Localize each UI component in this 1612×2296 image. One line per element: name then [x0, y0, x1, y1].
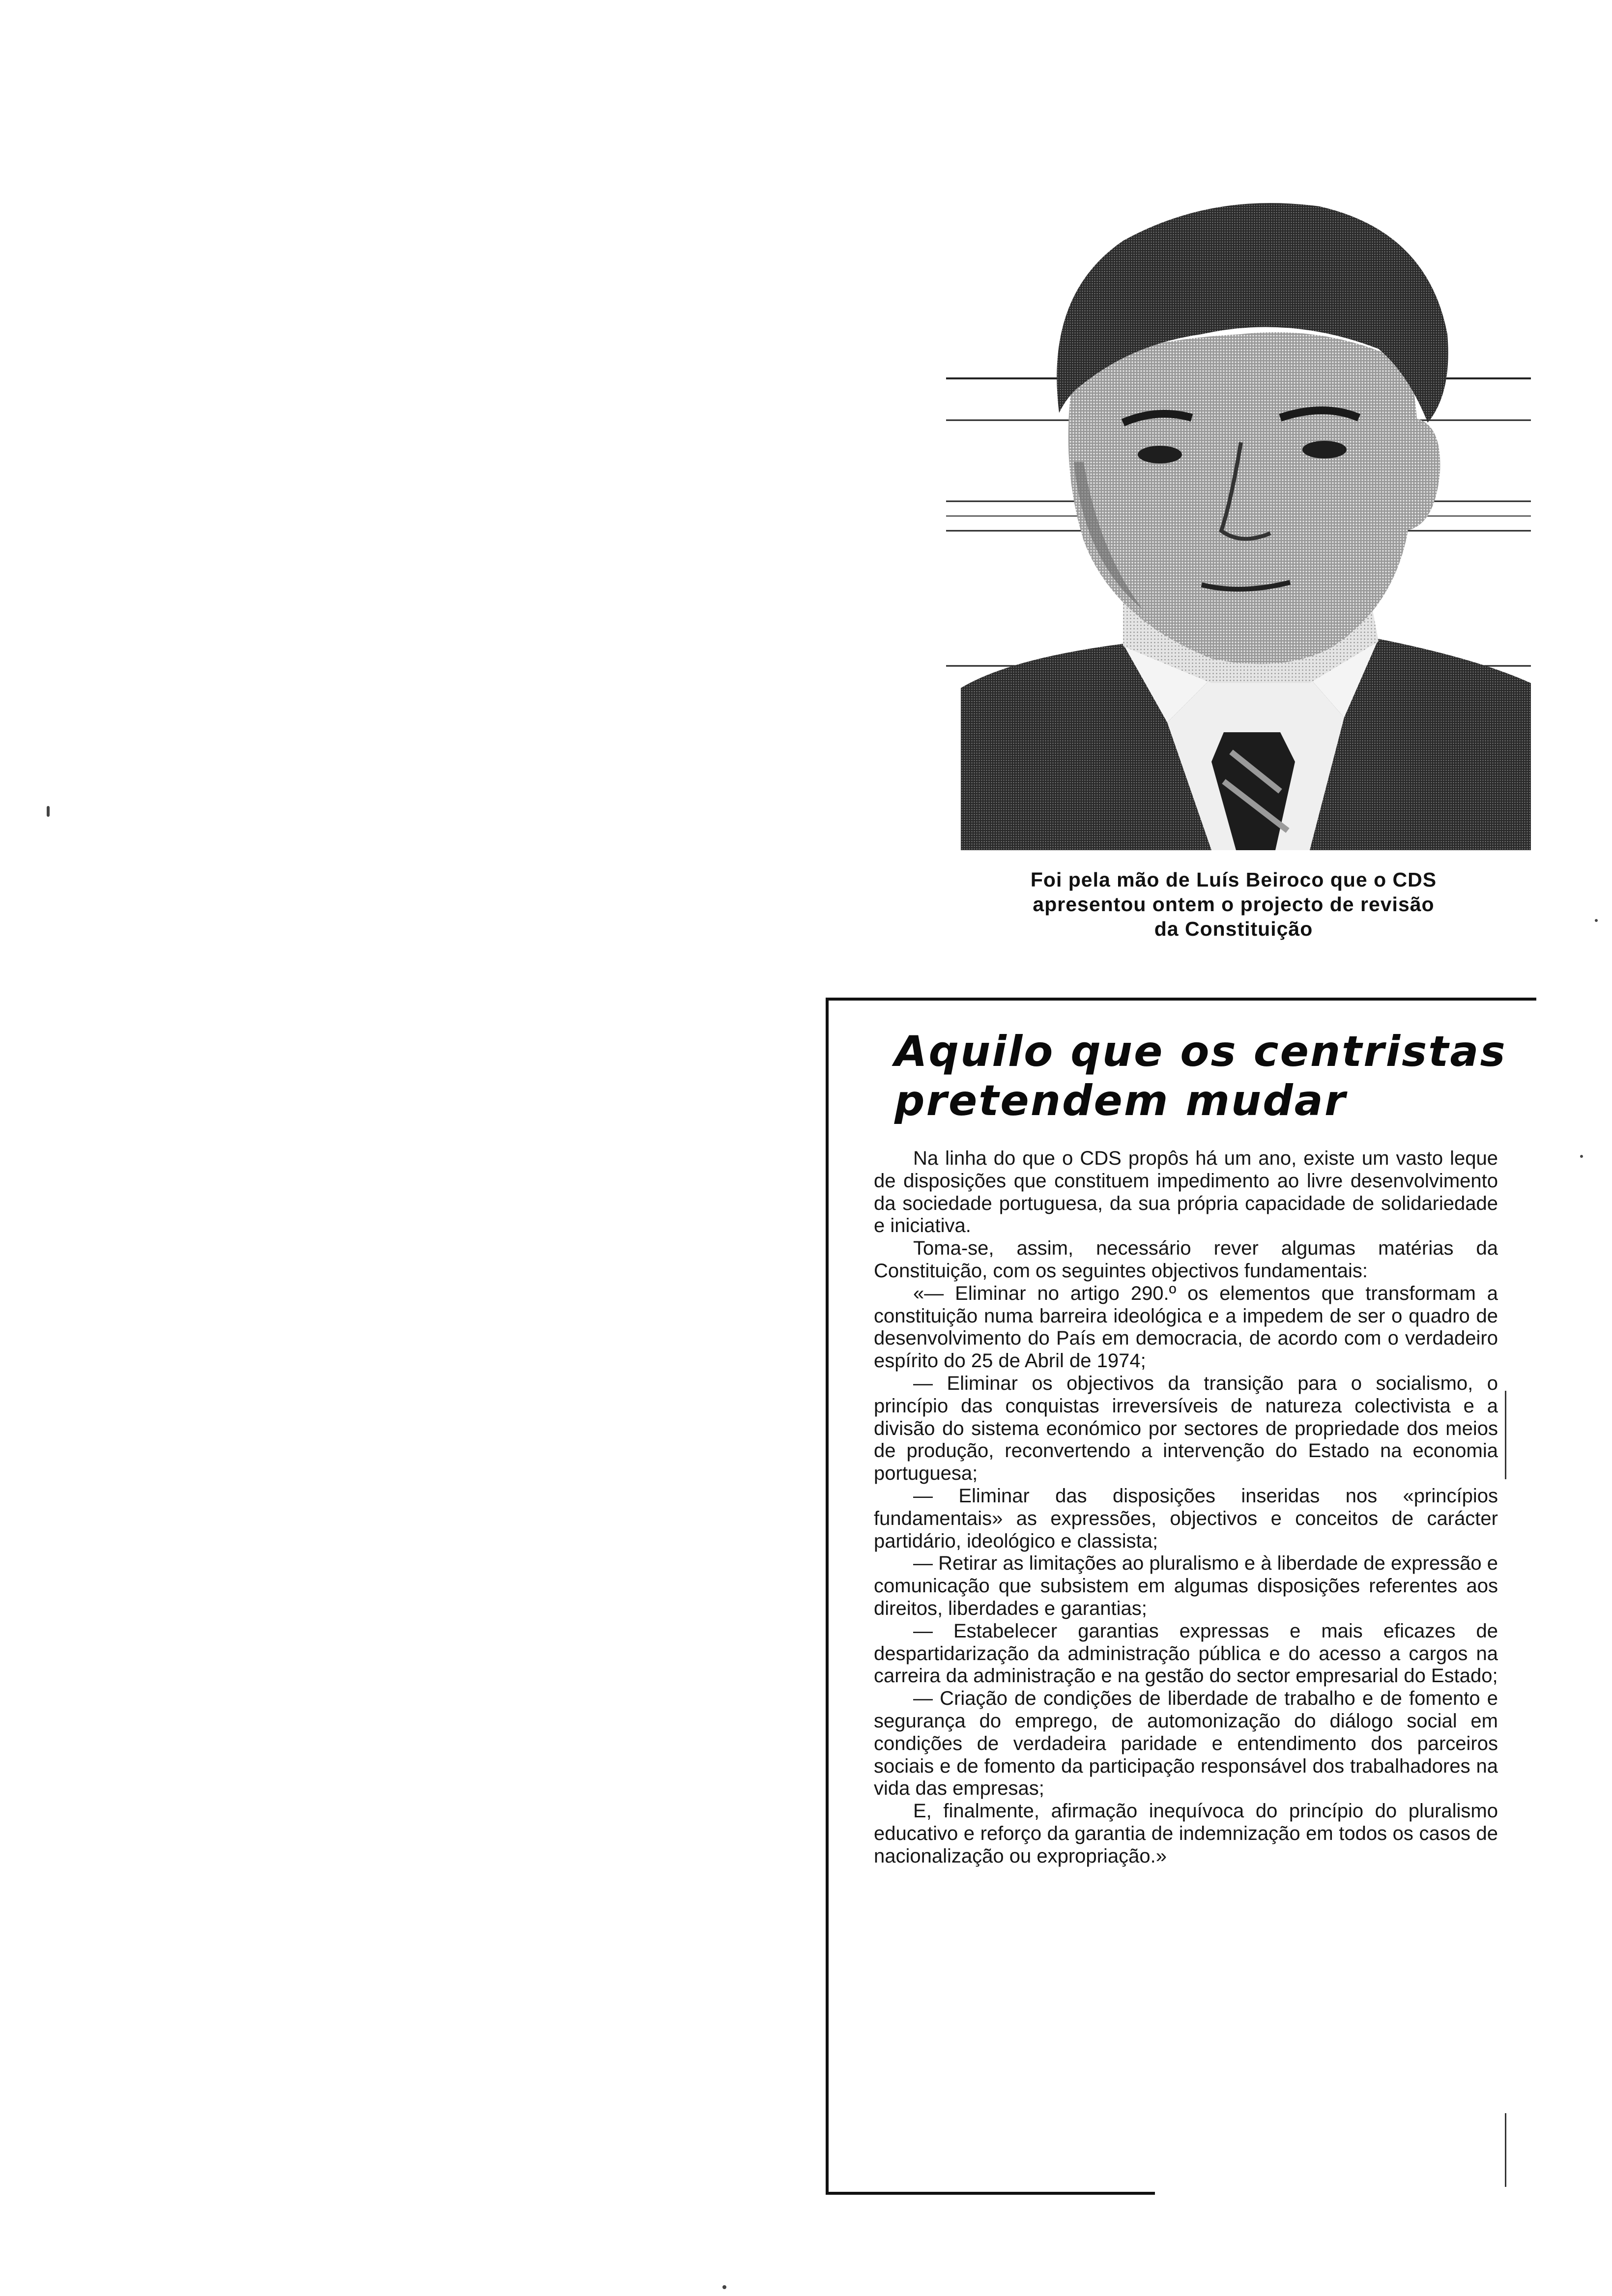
- caption-line: apresentou ontem o projecto de revisão: [1033, 893, 1435, 916]
- article-body: [874, 1148, 1498, 1868]
- article-paragraph: — Estabelecer garantias expressas e mais eficazes de despartidarização da administração pública e do acesso a cargos na carreira da administração e na gestão do sector empresarial do Estado;: [874, 1620, 1498, 1687]
- caption-line: da Constituição: [1154, 918, 1313, 940]
- article-paragraph: — Criação de condições de liberdade de trabalho e de fomento e segurança do emprego, de automonização do diálogo social em condições de verdadeira paridade e entendimento dos parceiros sociais e de fomento da participação responsável dos trabalhadores na vida das empresas;: [874, 1688, 1498, 1800]
- article-paragraph: — Eliminar das disposições inseridas nos «princípios fundamentais» as expressões, objectivos e conceitos de carácter partidário, ideológico e classista;: [874, 1485, 1498, 1552]
- portrait-photo-of-man-icon: [936, 187, 1531, 850]
- article-paragraph: «— Eliminar no artigo 290.º os elementos que transformam a constituição numa barreira ideológica e a impedem de ser o quadro de desenvolvimento do País em democracia, de acordo com o verdadeiro espírito do 25 de Abril de 1974;: [874, 1282, 1498, 1372]
- portrait-photo: [936, 187, 1531, 850]
- scan-speck: [1580, 1155, 1583, 1158]
- scan-speck: [47, 806, 50, 817]
- article-paragraph: E, finalmente, afirmação inequívoca do princípio do pluralismo educativo e reforço da garantia de indemnização em todos os casos de nacionalização ou expropriação.»: [874, 1800, 1498, 1867]
- headline-line: pretendem mudar: [894, 1076, 1347, 1125]
- scan-speck: [1595, 919, 1598, 922]
- edge-mark: [1505, 1391, 1506, 1479]
- headline-line: Aquilo que os centristas: [894, 1027, 1507, 1076]
- photo-caption: [936, 867, 1531, 941]
- article-headline: [894, 1027, 1528, 1125]
- caption-line: Foi pela mão de Luís Beiroco que o CDS: [1030, 868, 1437, 891]
- scan-speck: [722, 2285, 726, 2289]
- article-paragraph: Toma-se, assim, necessário rever algumas matérias da Constituição, com os seguintes objectivos fundamentais:: [874, 1237, 1498, 1282]
- article-paragraph: — Retirar as limitações ao pluralismo e à liberdade de expressão e comunicação que subsistem em algumas disposições referentes aos direitos, liberdades e garantias;: [874, 1552, 1498, 1619]
- article-paragraph: — Eliminar os objectivos da transição para o socialismo, o princípio das conquistas irreversíveis de natureza colectivista e a divisão do sistema económico por sectores de propriedade dos meios de produção, reconvertendo a intervenção do Estado na economia portuguesa;: [874, 1372, 1498, 1485]
- article-paragraph: Na linha do que o CDS propôs há um ano, existe um vasto leque de disposições que constituem impedimento ao livre desenvolvimento da sociedade portuguesa, da sua própria capacidade de solidariedade e iniciativa.: [874, 1148, 1498, 1237]
- edge-mark: [1505, 2113, 1506, 2187]
- article-bottom-rule: [826, 2192, 1155, 2195]
